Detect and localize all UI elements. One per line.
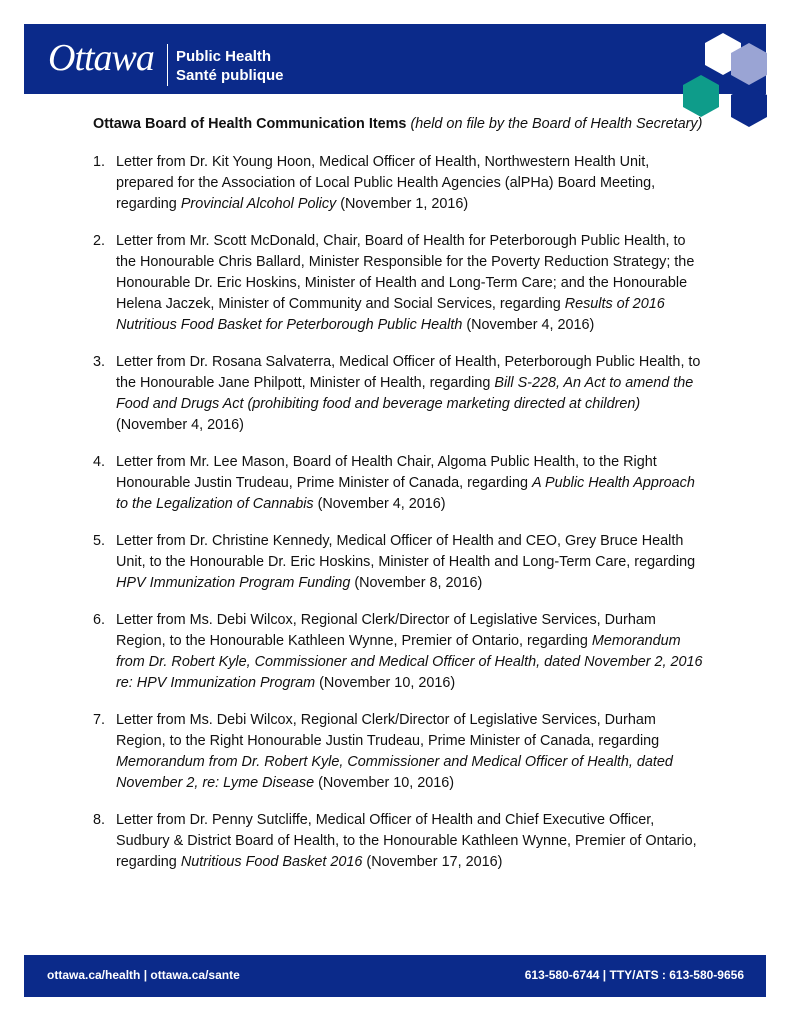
hexagon-navy (731, 85, 767, 127)
list-item (93, 610, 708, 694)
item-date: (November 4, 2016) (116, 417, 244, 433)
item-date: (November 1, 2016) (336, 196, 469, 212)
item-date: (November 4, 2016) (313, 496, 446, 512)
communication-items-list (93, 152, 708, 873)
item-date: (November 10, 2016) (315, 675, 456, 691)
item-date: (November 8, 2016) (350, 575, 483, 591)
list-item (93, 810, 708, 873)
title-bold: Ottawa Board of Health Communication Items (93, 116, 407, 132)
list-item (93, 452, 708, 515)
item-subject: Provincial Alcohol Policy (180, 196, 337, 212)
item-subject: Memorandum from Dr. Robert Kyle, Commissioner and Medical Officer of Health, dated November 2, re: Lyme Disease (116, 754, 673, 791)
logo-divider (167, 44, 168, 86)
item-text: Letter from Ms. Debi Wilcox, Regional Clerk/Director of Legislative Services, Durham Region, to the Right Honourable Justin Trudeau, Prime Minister of Canada, regarding (116, 712, 660, 749)
list-item (93, 152, 708, 215)
item-number: 8. (93, 812, 106, 828)
item-text: Letter from Dr. Rosana Salvaterra, Medical Officer of Health, Peterborough Public Health, to the Honourable Jane Philpott, Minister of Health, regarding (116, 354, 701, 391)
brand-name (176, 47, 284, 85)
hexagon-teal (683, 75, 719, 117)
ottawa-logo: Ottawa (48, 37, 154, 79)
item-subject: Nutritious Food Basket 2016 (180, 854, 363, 870)
item-subject: Bill S-228, An Act to amend the Food and Drugs Act (prohibiting food and beverage marketing directed at children) (116, 375, 694, 412)
item-date: (November 10, 2016) (314, 775, 455, 791)
item-text: Letter from Mr. Scott McDonald, Chair, Board of Health for Peterborough Public Health, to the Honourable Chris Ballard, Minister Responsible for the Poverty Reduction Strategy; the Honourable Dr. Eric Hoskins, Minister of Health and Long-Term Care; and the Honourable Helena Jaczek, Minister of Community and Social Services, regarding (116, 233, 695, 312)
item-text: Letter from Dr. Christine Kennedy, Medical Officer of Health and CEO, Grey Bruce Health Unit, to the Honourable Dr. Eric Hoskins, Minister of Health and Long-Term Care, regarding (116, 533, 696, 570)
item-number: 3. (93, 354, 106, 370)
footer-banner (24, 955, 766, 997)
item-subject: Memorandum from Dr. Robert Kyle, Commissioner and Medical Officer of Health, dated November 2, 2016 re: HPV Immunization Program (116, 633, 703, 691)
item-date: (November 17, 2016) (362, 854, 503, 870)
list-item (93, 531, 708, 594)
item-number: 6. (93, 612, 106, 628)
footer-phone-numbers: 613-580-6744 | TTY/ATS : 613-580-9656 (524, 968, 744, 982)
document-title (93, 114, 708, 135)
document-body (93, 114, 708, 889)
item-number: 1. (93, 154, 106, 170)
item-number: 4. (93, 454, 106, 470)
brand-line-french: Santé publique (176, 67, 284, 84)
item-subject: Results of 2016 Nutritious Food Basket for Peterborough Public Health (116, 296, 665, 333)
title-note: (held on file by the Board of Health Secretary) (410, 116, 703, 132)
list-item (93, 352, 708, 436)
brand-line-english: Public Health (176, 48, 272, 65)
list-item (93, 231, 708, 336)
list-item (93, 710, 708, 794)
footer-websites: ottawa.ca/health | ottawa.ca/sante (47, 968, 240, 982)
item-text: Letter from Ms. Debi Wilcox, Regional Clerk/Director of Legislative Services, Durham Region, to the Honourable Kathleen Wynne, Premier of Ontario, regarding (116, 612, 656, 649)
item-text: Letter from Mr. Lee Mason, Board of Health Chair, Algoma Public Health, to the Right Honourable Justin Trudeau, Prime Minister of Canada, regarding (116, 454, 657, 491)
item-number: 2. (93, 233, 106, 249)
item-subject: A Public Health Approach to the Legalization of Cannabis (116, 475, 695, 512)
item-text: Letter from Dr. Penny Sutcliffe, Medical Officer of Health and Chief Executive Officer, Sudbury & District Board of Health, to the Honourable Kathleen Wynne, Premier of Ontario, regarding (116, 812, 697, 870)
item-number: 5. (93, 533, 106, 549)
item-number: 7. (93, 712, 106, 728)
item-text: Letter from Dr. Kit Young Hoon, Medical Officer of Health, Northwestern Health Unit, prepared for the Association of Local Public Health Agencies (alPHa) Board Meeting, regarding (116, 154, 656, 212)
item-date: (November 4, 2016) (462, 317, 595, 333)
item-subject: HPV Immunization Program Funding (116, 575, 351, 591)
